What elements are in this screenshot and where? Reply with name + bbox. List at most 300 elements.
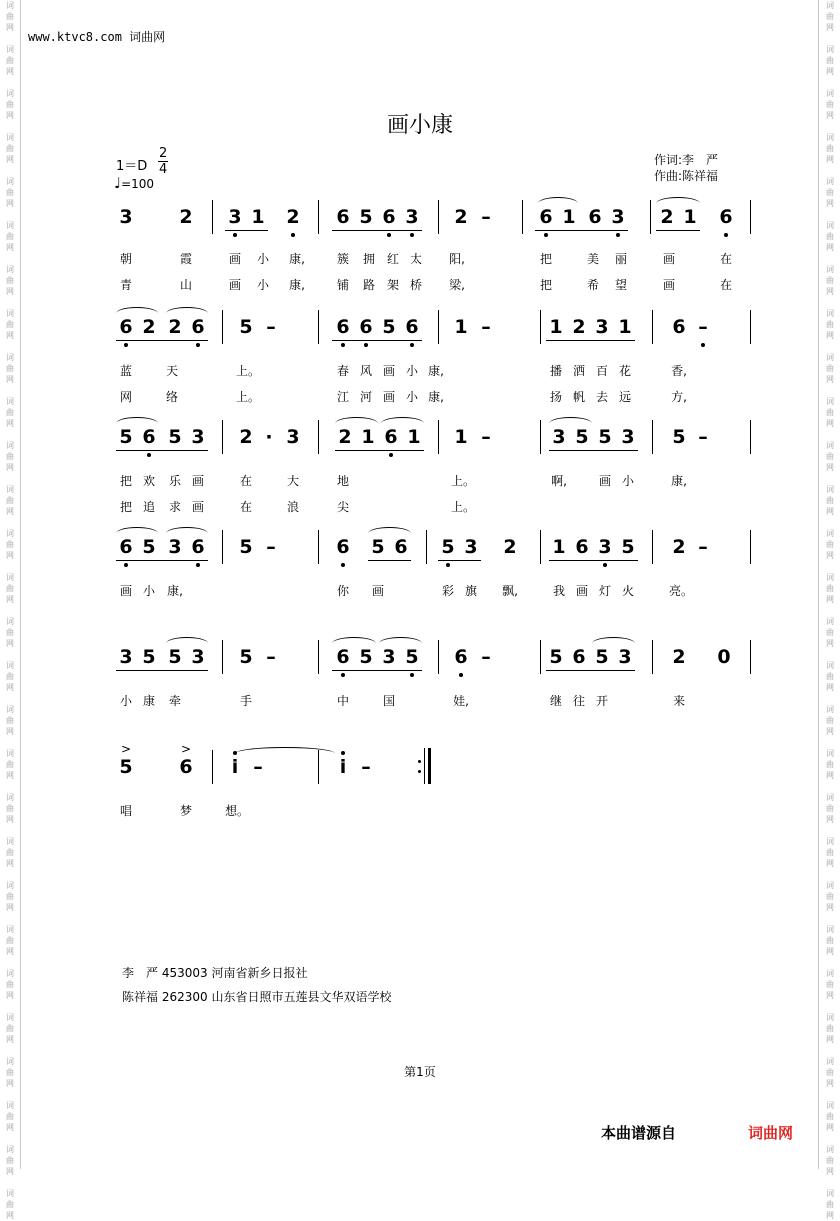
note: 5 [119, 756, 133, 778]
composer: 作曲:陈祥福 [654, 169, 719, 183]
note: · [265, 426, 273, 448]
slur [538, 197, 578, 210]
time-signature [158, 146, 168, 177]
note: 3 [405, 206, 419, 228]
note: 6 [572, 646, 586, 668]
slur [381, 417, 424, 430]
note: – [481, 316, 491, 338]
barline [438, 200, 439, 234]
lower-octave-dot [196, 343, 200, 347]
lyric: 在 [239, 474, 252, 488]
note: 6 [539, 206, 553, 228]
system-4 [0, 536, 840, 646]
barline [750, 640, 751, 674]
lower-octave-dot [124, 563, 128, 567]
lyric: 往 [572, 694, 585, 708]
lyric: 浪 [286, 500, 299, 514]
note: 5 [595, 646, 609, 668]
beam-underline [116, 340, 208, 341]
lower-octave-dot [124, 343, 128, 347]
note: 6 [336, 206, 350, 228]
repeat-dot [418, 770, 421, 773]
lyric: 画 [228, 278, 241, 292]
lyric: 架 [386, 278, 399, 292]
note: 6 [336, 646, 350, 668]
note: 2 [338, 426, 352, 448]
note: 6 [672, 316, 686, 338]
lyric: 红 [386, 252, 399, 266]
lyric: 亮。 [669, 584, 694, 598]
note: 2 [239, 426, 253, 448]
beam-underline [116, 560, 208, 561]
accent-mark: > [120, 742, 132, 756]
note: 3 [464, 536, 478, 558]
lyric: 画 [191, 474, 204, 488]
lyric: 乐 [168, 474, 181, 488]
barline [750, 530, 751, 564]
note: 6 [575, 536, 589, 558]
lyric: 霞 [179, 252, 192, 266]
lyric: 画 [382, 364, 395, 378]
lyric: 风 [359, 364, 372, 378]
lyric: 百 [595, 364, 608, 378]
note: – [481, 206, 491, 228]
barline [318, 530, 319, 564]
barline [652, 530, 653, 564]
note: 5 [382, 316, 396, 338]
upper-octave-dot [341, 751, 345, 755]
slur [116, 417, 158, 430]
credits [654, 152, 718, 184]
lyric: 开 [595, 694, 608, 708]
note: – [266, 646, 276, 668]
note: 6 [119, 316, 133, 338]
lyric: 天 [165, 364, 178, 378]
note: 5 [371, 536, 385, 558]
system-2 [0, 316, 840, 426]
barline [540, 310, 541, 344]
note: 3 [119, 646, 133, 668]
beam-underline [116, 670, 208, 671]
lyric: 丽 [614, 252, 627, 266]
time-bottom: 4 [159, 162, 168, 177]
accent-mark: > [180, 742, 192, 756]
lyric: 画 [228, 252, 241, 266]
lyric: 网 [119, 390, 132, 404]
lyric: 欢 [142, 474, 155, 488]
barline [212, 750, 213, 784]
lyric: 康, [289, 252, 305, 266]
barline [540, 640, 541, 674]
lyric: 路 [362, 278, 375, 292]
final-barline-thick [428, 748, 431, 784]
slur [166, 637, 208, 650]
lyric: 洒 [572, 364, 585, 378]
note: 6 [191, 316, 205, 338]
lyric: 中 [336, 694, 349, 708]
note: – [253, 756, 263, 778]
lyric: 望 [614, 278, 627, 292]
note: 2 [672, 646, 686, 668]
barline [540, 530, 541, 564]
repeat-dot [418, 760, 421, 763]
lyric: 扬 [549, 390, 562, 404]
lyric: 在 [719, 252, 732, 266]
lyric: 康, [289, 278, 305, 292]
note: 3 [286, 426, 300, 448]
source-label: 本曲谱源自 [601, 1124, 677, 1142]
note: 5 [405, 646, 419, 668]
note: 6 [191, 536, 205, 558]
lyric: 铺 [336, 278, 349, 292]
note: 5 [441, 536, 455, 558]
notation-row [0, 646, 840, 680]
lyric: 上。 [236, 390, 261, 404]
lyric: 康, [671, 474, 687, 488]
system-5 [0, 646, 840, 756]
lyric: 康 [142, 694, 155, 708]
note: – [698, 316, 708, 338]
note: – [481, 646, 491, 668]
note: i [339, 756, 347, 778]
source-brand[interactable]: 词曲网 [748, 1124, 794, 1142]
slur [332, 637, 376, 650]
key-signature: 1＝D [116, 159, 148, 174]
barline [318, 200, 319, 234]
lower-octave-dot [341, 673, 345, 677]
barline [438, 420, 439, 454]
barline [318, 640, 319, 674]
note: 6 [359, 316, 373, 338]
lyric: 画 [191, 500, 204, 514]
lower-octave-dot [603, 563, 607, 567]
tempo-value: =100 [121, 177, 155, 191]
quarter-note-icon: ♩ [114, 174, 122, 192]
note: 6 [454, 646, 468, 668]
lyric: 牵 [168, 694, 181, 708]
slur [116, 527, 158, 540]
note: 5 [239, 316, 253, 338]
lyric: 想。 [225, 804, 250, 818]
note: 3 [595, 316, 609, 338]
beam-underline [546, 340, 635, 341]
lower-octave-dot [410, 673, 414, 677]
note: 2 [572, 316, 586, 338]
barline [652, 310, 653, 344]
beam-underline [535, 230, 628, 231]
lyric: 来 [672, 694, 685, 708]
site-url[interactable]: www.ktvc8.com 词曲网 [28, 30, 166, 44]
note: – [698, 426, 708, 448]
note: 5 [621, 536, 635, 558]
beam-underline [332, 670, 422, 671]
lyric: 飘, [502, 584, 518, 598]
slur [235, 747, 335, 760]
note: 2 [660, 206, 674, 228]
note: 5 [142, 536, 156, 558]
lyric: 梁, [449, 278, 465, 292]
note: 5 [239, 536, 253, 558]
lyric: 灯 [598, 584, 611, 598]
lower-octave-dot [196, 563, 200, 567]
barline [222, 310, 223, 344]
slur [368, 527, 411, 540]
note: 0 [717, 646, 731, 668]
lower-octave-dot [724, 233, 728, 237]
lyric: 把 [539, 252, 552, 266]
lower-octave-dot [701, 343, 705, 347]
watermark-strip-left: 词 曲 网 词 曲 网 词 曲 网 词 曲 网 词 曲 网 词 曲 网 词 曲 网 词 曲 网 词 曲 网 词 曲 网 词 曲 网 词 曲 网 词 曲 网 词 曲 网 词 曲 网 词 曲 网 词 曲 网 词 曲 网 词 曲 网 词 曲 网 词 曲 网 词 曲 网 词 曲 网 词 曲 网 词 曲 网 词 曲 网 词 曲 网 词 曲 网 [6, 1, 14, 1220]
lyric: 桥 [409, 278, 422, 292]
lyric: 太 [409, 252, 422, 266]
system-1 [0, 206, 840, 316]
note: 5 [575, 426, 589, 448]
beam-underline [546, 670, 635, 671]
lyric: 小 [621, 474, 634, 488]
lower-octave-dot [341, 563, 345, 567]
lyric: 阳, [449, 252, 465, 266]
slur [166, 307, 208, 320]
final-barline-thin [424, 748, 425, 784]
lyric: 把 [119, 500, 132, 514]
lyric: 追 [142, 500, 155, 514]
lyric: 画 [119, 584, 132, 598]
note: 5 [142, 646, 156, 668]
note: i [231, 756, 239, 778]
lyric: 求 [168, 500, 181, 514]
lyric: 康, [428, 364, 444, 378]
lower-octave-dot [446, 563, 450, 567]
note: 2 [179, 206, 193, 228]
beam-underline [332, 340, 422, 341]
note: – [266, 316, 276, 338]
slur [335, 417, 378, 430]
note: 3 [119, 206, 133, 228]
lyric: 山 [179, 278, 192, 292]
address-lyricist: 李 严 453003 河南省新乡日报社 [122, 966, 308, 980]
barline [438, 310, 439, 344]
note: 6 [719, 206, 733, 228]
time-top: 2 [159, 146, 168, 161]
notation-row [0, 536, 840, 570]
beam-underline [656, 230, 700, 231]
lyric: 青 [119, 278, 132, 292]
lyric: 在 [719, 278, 732, 292]
barline [438, 640, 439, 674]
note: 5 [359, 206, 373, 228]
lyric: 在 [239, 500, 252, 514]
lyric: 画 [575, 584, 588, 598]
note: 6 [382, 206, 396, 228]
lyric: 花 [618, 364, 631, 378]
lyric: 你 [336, 584, 349, 598]
note: 1 [407, 426, 421, 448]
lower-octave-dot [147, 453, 151, 457]
lyric: 上。 [451, 500, 476, 514]
lower-octave-dot [341, 343, 345, 347]
note: 1 [454, 426, 468, 448]
barline [652, 640, 653, 674]
lyric: 小 [119, 694, 132, 708]
lower-octave-dot [364, 343, 368, 347]
note: 2 [286, 206, 300, 228]
lyric: 蓝 [119, 364, 132, 378]
note: 5 [549, 646, 563, 668]
lyric: 画 [371, 584, 384, 598]
note: 3 [191, 646, 205, 668]
lyricist: 作词:李 严 [654, 153, 719, 167]
system-3 [0, 426, 840, 536]
beam-underline [549, 560, 638, 561]
lyric: 朝 [119, 252, 132, 266]
lyric: 小 [256, 278, 269, 292]
barline [650, 200, 651, 234]
slur [166, 527, 208, 540]
note: 6 [179, 756, 193, 778]
lyric: 希 [586, 278, 599, 292]
lower-octave-dot [389, 453, 393, 457]
notation-row [0, 206, 840, 240]
lyric: 国 [382, 694, 395, 708]
lyric: 播 [549, 364, 562, 378]
lyric: 上。 [236, 364, 261, 378]
beam-underline [225, 230, 268, 231]
note: 2 [142, 316, 156, 338]
lyric: 梦 [179, 804, 192, 818]
lyric: 娃, [453, 694, 469, 708]
note: – [361, 756, 371, 778]
note: 1 [618, 316, 632, 338]
tempo-marking [114, 174, 154, 192]
note: 1 [683, 206, 697, 228]
note: 2 [168, 316, 182, 338]
lyric: 唱 [119, 804, 132, 818]
note: – [266, 536, 276, 558]
beam-underline [335, 450, 424, 451]
note: 1 [552, 536, 566, 558]
note: 2 [503, 536, 517, 558]
beam-underline [116, 450, 208, 451]
note: 3 [191, 426, 205, 448]
slur [592, 637, 635, 650]
note: 1 [454, 316, 468, 338]
lyric: 小 [142, 584, 155, 598]
note: – [698, 536, 708, 558]
lyric: 画 [598, 474, 611, 488]
note: 6 [142, 426, 156, 448]
lyric: 画 [662, 278, 675, 292]
lyric: 小 [405, 364, 418, 378]
system-6 [0, 742, 840, 866]
barline [212, 200, 213, 234]
lower-octave-dot [616, 233, 620, 237]
barline [522, 200, 523, 234]
note: 5 [119, 426, 133, 448]
barline [750, 310, 751, 344]
slur [656, 197, 700, 210]
slur [549, 417, 592, 430]
note: 1 [562, 206, 576, 228]
barline [222, 640, 223, 674]
lyric: 去 [595, 390, 608, 404]
lyric: 春 [336, 364, 349, 378]
beam-underline [368, 560, 411, 561]
note: 6 [119, 536, 133, 558]
lyric: 河 [359, 390, 372, 404]
slur [116, 307, 158, 320]
lyric: 尖 [336, 500, 349, 514]
barline [318, 310, 319, 344]
lyric: 我 [552, 584, 565, 598]
note: 5 [168, 646, 182, 668]
note: 6 [394, 536, 408, 558]
lyric: 继 [549, 694, 562, 708]
lyric: 画 [662, 252, 675, 266]
lyric: 大 [286, 474, 299, 488]
note: 6 [336, 536, 350, 558]
lyric: 上。 [451, 474, 476, 488]
lyric: 火 [621, 584, 634, 598]
note: 3 [598, 536, 612, 558]
beam-underline [438, 560, 481, 561]
lyric: 小 [256, 252, 269, 266]
lower-octave-dot [459, 673, 463, 677]
note: 6 [384, 426, 398, 448]
watermark-strip-right: 词 曲 网 词 曲 网 词 曲 网 词 曲 网 词 曲 网 词 曲 网 词 曲 网 词 曲 网 词 曲 网 词 曲 网 词 曲 网 词 曲 网 词 曲 网 词 曲 网 词 曲 网 词 曲 网 词 曲 网 词 曲 网 词 曲 网 词 曲 网 词 曲 网 词 曲 网 词 曲 网 词 曲 网 词 曲 网 词 曲 网 词 曲 网 词 曲 网 [826, 1, 834, 1220]
lyric: 小 [405, 390, 418, 404]
page-number: 第1页 [404, 1065, 436, 1079]
barline [222, 530, 223, 564]
note: 3 [618, 646, 632, 668]
lyric: 画 [382, 390, 395, 404]
lower-octave-dot [544, 233, 548, 237]
notation-row [0, 426, 840, 460]
lyric: 手 [239, 694, 252, 708]
note: 6 [588, 206, 602, 228]
lyric: 啊, [551, 474, 567, 488]
note: 6 [405, 316, 419, 338]
lower-octave-dot [410, 343, 414, 347]
address-composer: 陈祥福 262300 山东省日照市五莲县文华双语学校 [122, 990, 392, 1004]
barline [750, 200, 751, 234]
lyric: 康, [428, 390, 444, 404]
note: 5 [598, 426, 612, 448]
note: 3 [168, 536, 182, 558]
barline [318, 420, 319, 454]
note: 3 [621, 426, 635, 448]
barline [222, 420, 223, 454]
beam-underline [549, 450, 638, 451]
beam-underline [332, 230, 422, 231]
barline [750, 420, 751, 454]
note: 5 [359, 646, 373, 668]
lower-octave-dot [233, 233, 237, 237]
note: 3 [552, 426, 566, 448]
note: 1 [361, 426, 375, 448]
lower-octave-dot [410, 233, 414, 237]
lyric: 簇 [336, 252, 349, 266]
song-title: 画小康 [386, 113, 453, 138]
lyric: 络 [165, 390, 178, 404]
lower-octave-dot [387, 233, 391, 237]
barline [540, 420, 541, 454]
note: 2 [672, 536, 686, 558]
lyric: 地 [336, 474, 349, 488]
lyric: 把 [119, 474, 132, 488]
lyric: 旗 [464, 584, 477, 598]
note: 6 [336, 316, 350, 338]
note: 5 [672, 426, 686, 448]
